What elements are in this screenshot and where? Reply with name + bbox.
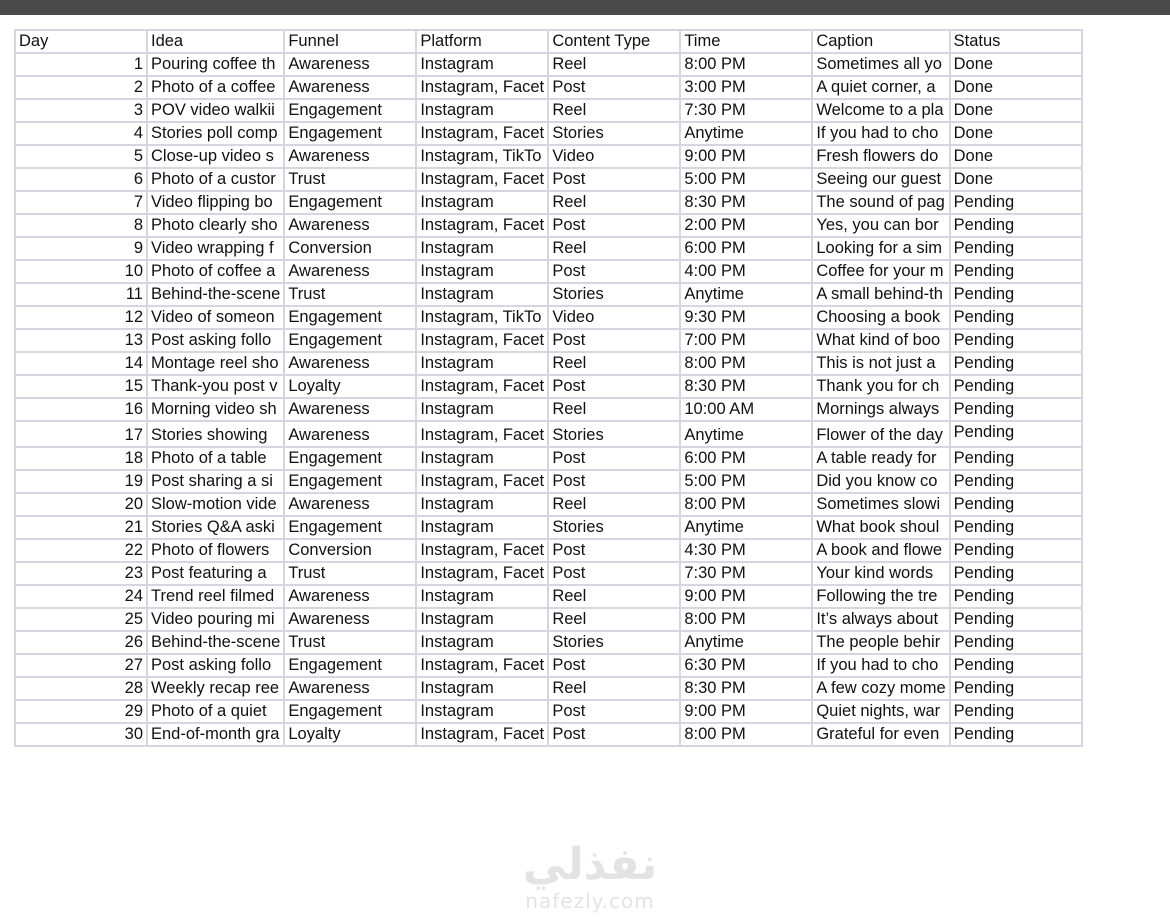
cell-idea[interactable]: End-of-month gra xyxy=(147,723,284,746)
cell-idea[interactable]: Trend reel filmed xyxy=(147,585,284,608)
table-row xyxy=(15,352,1082,375)
table-row xyxy=(15,145,1082,168)
cell-day[interactable]: 8 xyxy=(15,214,147,237)
cell-platform[interactable]: Instagram, Facet xyxy=(416,470,548,493)
cell-platform[interactable]: Instagram, Facet xyxy=(416,723,548,746)
table-row xyxy=(15,421,1082,447)
cell-caption[interactable]: A small behind-th xyxy=(812,283,949,306)
cell-caption[interactable]: Welcome to a pla xyxy=(812,99,949,122)
cell-status[interactable]: Pending xyxy=(950,329,1082,352)
cell-content-type[interactable]: Post xyxy=(548,723,680,746)
cell-time[interactable]: 9:00 PM xyxy=(680,585,812,608)
cell-time[interactable]: Anytime xyxy=(680,122,812,145)
table-row xyxy=(15,53,1082,76)
cell-idea[interactable]: Photo of a coffee xyxy=(147,76,284,99)
cell-time[interactable]: 8:30 PM xyxy=(680,191,812,214)
header-status[interactable]: Status xyxy=(950,30,1082,53)
cell-platform[interactable]: Instagram xyxy=(416,585,548,608)
cell-funnel[interactable]: Awareness xyxy=(284,352,416,375)
cell-day[interactable]: 27 xyxy=(15,654,147,677)
cell-status[interactable]: Done xyxy=(950,168,1082,191)
cell-caption[interactable]: The people behir xyxy=(812,631,949,654)
cell-platform[interactable]: Instagram xyxy=(416,260,548,283)
cell-caption[interactable]: Looking for a sim xyxy=(812,237,949,260)
cell-time[interactable]: 5:00 PM xyxy=(680,470,812,493)
cell-day[interactable]: 21 xyxy=(15,516,147,539)
cell-idea[interactable]: Slow-motion vide xyxy=(147,493,284,516)
cell-day[interactable]: 20 xyxy=(15,493,147,516)
cell-time[interactable]: 10:00 AM xyxy=(680,398,812,421)
cell-funnel[interactable]: Awareness xyxy=(284,585,416,608)
cell-content-type[interactable]: Reel xyxy=(548,585,680,608)
table-row xyxy=(15,214,1082,237)
cell-status[interactable]: Done xyxy=(950,53,1082,76)
cell-time[interactable]: 8:30 PM xyxy=(680,677,812,700)
cell-idea[interactable]: Photo of flowers xyxy=(147,539,284,562)
cell-content-type[interactable]: Post xyxy=(548,654,680,677)
cell-status[interactable]: Pending xyxy=(950,493,1082,516)
cell-status[interactable]: Pending xyxy=(950,470,1082,493)
cell-funnel[interactable]: Engagement xyxy=(284,447,416,470)
cell-time[interactable]: 4:30 PM xyxy=(680,539,812,562)
cell-idea[interactable]: Video of someon xyxy=(147,306,284,329)
cell-status[interactable]: Pending xyxy=(950,375,1082,398)
cell-time[interactable]: 8:00 PM xyxy=(680,352,812,375)
cell-day[interactable]: 25 xyxy=(15,608,147,631)
cell-idea[interactable]: Post featuring a xyxy=(147,562,284,585)
cell-idea[interactable]: Close-up video s xyxy=(147,145,284,168)
table-row xyxy=(15,677,1082,700)
cell-caption[interactable]: Thank you for ch xyxy=(812,375,949,398)
cell-funnel[interactable]: Awareness xyxy=(284,608,416,631)
cell-time[interactable]: 3:00 PM xyxy=(680,76,812,99)
cell-day[interactable]: 5 xyxy=(15,145,147,168)
cell-funnel[interactable]: Awareness xyxy=(284,76,416,99)
cell-day[interactable]: 3 xyxy=(15,99,147,122)
cell-time[interactable]: 9:00 PM xyxy=(680,700,812,723)
cell-caption[interactable]: Did you know co xyxy=(812,470,949,493)
content-calendar-table xyxy=(14,29,1083,747)
cell-funnel[interactable]: Loyalty xyxy=(284,723,416,746)
cell-content-type[interactable]: Reel xyxy=(548,493,680,516)
cell-platform[interactable]: Instagram, TikTo xyxy=(416,306,548,329)
cell-idea[interactable]: Video pouring mi xyxy=(147,608,284,631)
cell-idea[interactable]: Morning video sh xyxy=(147,398,284,421)
cell-time[interactable]: 9:30 PM xyxy=(680,306,812,329)
cell-day[interactable]: 16 xyxy=(15,398,147,421)
cell-idea[interactable]: Post sharing a si xyxy=(147,470,284,493)
cell-idea[interactable]: Behind-the-scene xyxy=(147,631,284,654)
cell-funnel[interactable]: Engagement xyxy=(284,191,416,214)
cell-caption[interactable]: Choosing a book xyxy=(812,306,949,329)
cell-content-type[interactable]: Stories xyxy=(548,122,680,145)
cell-caption[interactable]: Flower of the day xyxy=(812,421,949,447)
cell-idea[interactable]: Photo of a quiet xyxy=(147,700,284,723)
table-row xyxy=(15,329,1082,352)
cell-day[interactable]: 28 xyxy=(15,677,147,700)
cell-time[interactable]: 5:00 PM xyxy=(680,168,812,191)
cell-caption[interactable]: Yes, you can bor xyxy=(812,214,949,237)
header-row xyxy=(15,30,1082,53)
cell-idea[interactable]: Post asking follo xyxy=(147,329,284,352)
cell-funnel[interactable]: Awareness xyxy=(284,493,416,516)
cell-funnel[interactable]: Trust xyxy=(284,562,416,585)
cell-content-type[interactable]: Post xyxy=(548,260,680,283)
cell-caption[interactable]: Sometimes slowi xyxy=(812,493,949,516)
cell-funnel[interactable]: Engagement xyxy=(284,654,416,677)
cell-funnel[interactable]: Conversion xyxy=(284,237,416,260)
header-platform[interactable]: Platform xyxy=(416,30,548,53)
cell-idea[interactable]: Video flipping bo xyxy=(147,191,284,214)
header-caption[interactable]: Caption xyxy=(812,30,949,53)
cell-caption[interactable]: A book and flowe xyxy=(812,539,949,562)
cell-platform[interactable]: Instagram, Facet xyxy=(416,654,548,677)
cell-content-type[interactable]: Post xyxy=(548,329,680,352)
cell-status[interactable]: Pending xyxy=(950,723,1082,746)
table-body xyxy=(15,53,1082,746)
cell-funnel[interactable]: Engagement xyxy=(284,700,416,723)
cell-status[interactable]: Done xyxy=(950,122,1082,145)
cell-platform[interactable]: Instagram xyxy=(416,352,548,375)
cell-caption[interactable]: Seeing our guest xyxy=(812,168,949,191)
cell-platform[interactable]: Instagram xyxy=(416,99,548,122)
cell-funnel[interactable]: Awareness xyxy=(284,53,416,76)
cell-funnel[interactable]: Engagement xyxy=(284,470,416,493)
table-row xyxy=(15,723,1082,746)
cell-idea[interactable]: Montage reel sho xyxy=(147,352,284,375)
watermark-url: nafezly.com xyxy=(525,889,655,913)
cell-platform[interactable]: Instagram, Facet xyxy=(416,168,548,191)
cell-idea[interactable]: Stories Q&A aski xyxy=(147,516,284,539)
cell-time[interactable]: 8:00 PM xyxy=(680,493,812,516)
cell-status[interactable]: Pending xyxy=(950,421,1082,447)
cell-time[interactable]: Anytime xyxy=(680,516,812,539)
table-row xyxy=(15,631,1082,654)
cell-platform[interactable]: Instagram xyxy=(416,700,548,723)
cell-time[interactable]: Anytime xyxy=(680,421,812,447)
cell-caption[interactable]: A quiet corner, a xyxy=(812,76,949,99)
cell-day[interactable]: 9 xyxy=(15,237,147,260)
cell-status[interactable]: Done xyxy=(950,76,1082,99)
cell-caption[interactable]: A table ready for xyxy=(812,447,949,470)
cell-time[interactable]: 6:00 PM xyxy=(680,447,812,470)
header-day[interactable]: Day xyxy=(15,30,147,53)
cell-funnel[interactable]: Awareness xyxy=(284,214,416,237)
table-row xyxy=(15,493,1082,516)
cell-day[interactable]: 15 xyxy=(15,375,147,398)
cell-caption[interactable]: Mornings always xyxy=(812,398,949,421)
table-row xyxy=(15,260,1082,283)
cell-content-type[interactable]: Post xyxy=(548,168,680,191)
table-row xyxy=(15,654,1082,677)
table-row xyxy=(15,585,1082,608)
cell-status[interactable]: Pending xyxy=(950,631,1082,654)
cell-funnel[interactable]: Engagement xyxy=(284,329,416,352)
cell-caption[interactable]: If you had to cho xyxy=(812,122,949,145)
cell-caption[interactable]: Your kind words xyxy=(812,562,949,585)
table-row xyxy=(15,447,1082,470)
cell-status[interactable]: Done xyxy=(950,99,1082,122)
table-row xyxy=(15,539,1082,562)
cell-funnel[interactable]: Awareness xyxy=(284,677,416,700)
cell-content-type[interactable]: Post xyxy=(548,447,680,470)
cell-content-type[interactable]: Post xyxy=(548,214,680,237)
top-bar xyxy=(0,0,1170,15)
cell-status[interactable]: Pending xyxy=(950,654,1082,677)
cell-funnel[interactable]: Engagement xyxy=(284,306,416,329)
cell-platform[interactable]: Instagram xyxy=(416,283,548,306)
cell-status[interactable]: Pending xyxy=(950,608,1082,631)
cell-time[interactable]: 7:30 PM xyxy=(680,562,812,585)
cell-idea[interactable]: Behind-the-scene xyxy=(147,283,284,306)
cell-time[interactable]: 2:00 PM xyxy=(680,214,812,237)
cell-platform[interactable]: Instagram xyxy=(416,677,548,700)
cell-content-type[interactable]: Stories xyxy=(548,516,680,539)
watermark-arabic-logo: نفذلي xyxy=(522,839,658,890)
cell-day[interactable]: 22 xyxy=(15,539,147,562)
table-row xyxy=(15,306,1082,329)
cell-status[interactable]: Pending xyxy=(950,539,1082,562)
cell-content-type[interactable]: Reel xyxy=(548,677,680,700)
cell-status[interactable]: Pending xyxy=(950,260,1082,283)
cell-idea[interactable]: Stories showing xyxy=(147,421,284,447)
cell-funnel[interactable]: Awareness xyxy=(284,421,416,447)
header-idea[interactable]: Idea xyxy=(147,30,284,53)
cell-caption[interactable]: It’s always about xyxy=(812,608,949,631)
cell-day[interactable]: 13 xyxy=(15,329,147,352)
cell-day[interactable]: 11 xyxy=(15,283,147,306)
cell-idea[interactable]: Photo of a table xyxy=(147,447,284,470)
table-row xyxy=(15,168,1082,191)
table-row xyxy=(15,191,1082,214)
cell-content-type[interactable]: Stories xyxy=(548,421,680,447)
watermark xyxy=(500,840,680,912)
cell-status[interactable]: Pending xyxy=(950,677,1082,700)
cell-status[interactable]: Pending xyxy=(950,562,1082,585)
cell-content-type[interactable]: Post xyxy=(548,539,680,562)
cell-content-type[interactable]: Reel xyxy=(548,608,680,631)
cell-time[interactable]: 8:00 PM xyxy=(680,723,812,746)
cell-content-type[interactable]: Post xyxy=(548,375,680,398)
cell-status[interactable]: Pending xyxy=(950,398,1082,421)
cell-content-type[interactable]: Reel xyxy=(548,398,680,421)
cell-content-type[interactable]: Reel xyxy=(548,352,680,375)
cell-status[interactable]: Pending xyxy=(950,585,1082,608)
cell-platform[interactable]: Instagram, Facet xyxy=(416,76,548,99)
cell-idea[interactable]: Photo of coffee a xyxy=(147,260,284,283)
cell-idea[interactable]: Photo clearly sho xyxy=(147,214,284,237)
cell-content-type[interactable]: Video xyxy=(548,145,680,168)
cell-time[interactable]: 8:30 PM xyxy=(680,375,812,398)
cell-funnel[interactable]: Conversion xyxy=(284,539,416,562)
cell-caption[interactable]: The sound of pag xyxy=(812,191,949,214)
cell-time[interactable]: Anytime xyxy=(680,631,812,654)
cell-platform[interactable]: Instagram xyxy=(416,516,548,539)
cell-funnel[interactable]: Awareness xyxy=(284,145,416,168)
cell-status[interactable]: Pending xyxy=(950,283,1082,306)
cell-time[interactable]: 4:00 PM xyxy=(680,260,812,283)
cell-caption[interactable]: Following the tre xyxy=(812,585,949,608)
cell-content-type[interactable]: Reel xyxy=(548,53,680,76)
cell-funnel[interactable]: Awareness xyxy=(284,260,416,283)
cell-day[interactable]: 29 xyxy=(15,700,147,723)
cell-content-type[interactable]: Post xyxy=(548,76,680,99)
cell-day[interactable]: 18 xyxy=(15,447,147,470)
table-row xyxy=(15,375,1082,398)
cell-time[interactable]: 7:00 PM xyxy=(680,329,812,352)
table-row xyxy=(15,99,1082,122)
cell-funnel[interactable]: Loyalty xyxy=(284,375,416,398)
cell-caption[interactable]: Grateful for even xyxy=(812,723,949,746)
cell-day[interactable]: 10 xyxy=(15,260,147,283)
cell-caption[interactable]: Fresh flowers do xyxy=(812,145,949,168)
cell-status[interactable]: Pending xyxy=(950,214,1082,237)
cell-platform[interactable]: Instagram, Facet xyxy=(416,375,548,398)
cell-content-type[interactable]: Reel xyxy=(548,99,680,122)
cell-content-type[interactable]: Reel xyxy=(548,191,680,214)
cell-content-type[interactable]: Reel xyxy=(548,237,680,260)
table-row xyxy=(15,700,1082,723)
cell-content-type[interactable]: Post xyxy=(548,700,680,723)
cell-time[interactable]: 8:00 PM xyxy=(680,53,812,76)
cell-idea[interactable]: Weekly recap ree xyxy=(147,677,284,700)
cell-day[interactable]: 23 xyxy=(15,562,147,585)
cell-content-type[interactable]: Post xyxy=(548,562,680,585)
cell-idea[interactable]: Photo of a custor xyxy=(147,168,284,191)
cell-funnel[interactable]: Trust xyxy=(284,168,416,191)
cell-platform[interactable]: Instagram, Facet xyxy=(416,214,548,237)
cell-day[interactable]: 19 xyxy=(15,470,147,493)
table-row xyxy=(15,398,1082,421)
table-row xyxy=(15,470,1082,493)
cell-funnel[interactable]: Trust xyxy=(284,631,416,654)
cell-caption[interactable]: If you had to cho xyxy=(812,654,949,677)
cell-day[interactable]: 26 xyxy=(15,631,147,654)
cell-funnel[interactable]: Engagement xyxy=(284,516,416,539)
cell-platform[interactable]: Instagram, TikTo xyxy=(416,145,548,168)
cell-day[interactable]: 4 xyxy=(15,122,147,145)
cell-status[interactable]: Pending xyxy=(950,306,1082,329)
cell-status[interactable]: Pending xyxy=(950,516,1082,539)
cell-platform[interactable]: Instagram, Facet xyxy=(416,329,548,352)
cell-funnel[interactable]: Engagement xyxy=(284,99,416,122)
cell-day[interactable]: 7 xyxy=(15,191,147,214)
cell-idea[interactable]: POV video walkii xyxy=(147,99,284,122)
cell-content-type[interactable]: Stories xyxy=(548,631,680,654)
cell-day[interactable]: 24 xyxy=(15,585,147,608)
cell-day[interactable]: 14 xyxy=(15,352,147,375)
cell-funnel[interactable]: Engagement xyxy=(284,122,416,145)
cell-day[interactable]: 12 xyxy=(15,306,147,329)
header-content-type[interactable]: Content Type xyxy=(548,30,680,53)
cell-status[interactable]: Pending xyxy=(950,237,1082,260)
cell-funnel[interactable]: Trust xyxy=(284,283,416,306)
cell-funnel[interactable]: Awareness xyxy=(284,398,416,421)
cell-platform[interactable]: Instagram xyxy=(416,608,548,631)
cell-day[interactable]: 30 xyxy=(15,723,147,746)
cell-platform[interactable]: Instagram xyxy=(416,631,548,654)
cell-caption[interactable]: Coffee for your m xyxy=(812,260,949,283)
cell-content-type[interactable]: Post xyxy=(548,470,680,493)
cell-time[interactable]: 7:30 PM xyxy=(680,99,812,122)
cell-caption[interactable]: This is not just a xyxy=(812,352,949,375)
cell-platform[interactable]: Instagram xyxy=(416,191,548,214)
cell-time[interactable]: 6:00 PM xyxy=(680,237,812,260)
header-funnel[interactable]: Funnel xyxy=(284,30,416,53)
cell-content-type[interactable]: Video xyxy=(548,306,680,329)
cell-platform[interactable]: Instagram, Facet xyxy=(416,122,548,145)
cell-caption[interactable]: What kind of boo xyxy=(812,329,949,352)
cell-idea[interactable]: Thank-you post v xyxy=(147,375,284,398)
cell-platform[interactable]: Instagram, Facet xyxy=(416,562,548,585)
table-row xyxy=(15,562,1082,585)
cell-time[interactable]: 6:30 PM xyxy=(680,654,812,677)
cell-status[interactable]: Done xyxy=(950,145,1082,168)
cell-day[interactable]: 2 xyxy=(15,76,147,99)
cell-caption[interactable]: A few cozy mome xyxy=(812,677,949,700)
cell-day[interactable]: 1 xyxy=(15,53,147,76)
cell-caption[interactable]: What book shoul xyxy=(812,516,949,539)
cell-content-type[interactable]: Stories xyxy=(548,283,680,306)
cell-time[interactable]: 9:00 PM xyxy=(680,145,812,168)
cell-idea[interactable]: Pouring coffee th xyxy=(147,53,284,76)
cell-idea[interactable]: Post asking follo xyxy=(147,654,284,677)
cell-status[interactable]: Pending xyxy=(950,191,1082,214)
cell-idea[interactable]: Video wrapping f xyxy=(147,237,284,260)
cell-day[interactable]: 17 xyxy=(15,421,147,447)
table-row xyxy=(15,122,1082,145)
cell-platform[interactable]: Instagram, Facet xyxy=(416,421,548,447)
header-time[interactable]: Time xyxy=(680,30,812,53)
cell-status[interactable]: Pending xyxy=(950,700,1082,723)
cell-platform[interactable]: Instagram, Facet xyxy=(416,539,548,562)
cell-time[interactable]: Anytime xyxy=(680,283,812,306)
cell-status[interactable]: Pending xyxy=(950,352,1082,375)
cell-platform[interactable]: Instagram xyxy=(416,53,548,76)
cell-platform[interactable]: Instagram xyxy=(416,237,548,260)
cell-platform[interactable]: Instagram xyxy=(416,447,548,470)
cell-status[interactable]: Pending xyxy=(950,447,1082,470)
table-row xyxy=(15,516,1082,539)
cell-platform[interactable]: Instagram xyxy=(416,493,548,516)
cell-time[interactable]: 8:00 PM xyxy=(680,608,812,631)
cell-platform[interactable]: Instagram xyxy=(416,398,548,421)
cell-day[interactable]: 6 xyxy=(15,168,147,191)
table-row xyxy=(15,283,1082,306)
table-row xyxy=(15,608,1082,631)
table-row xyxy=(15,237,1082,260)
cell-idea[interactable]: Stories poll comp xyxy=(147,122,284,145)
table-row xyxy=(15,76,1082,99)
cell-caption[interactable]: Sometimes all yo xyxy=(812,53,949,76)
cell-caption[interactable]: Quiet nights, war xyxy=(812,700,949,723)
